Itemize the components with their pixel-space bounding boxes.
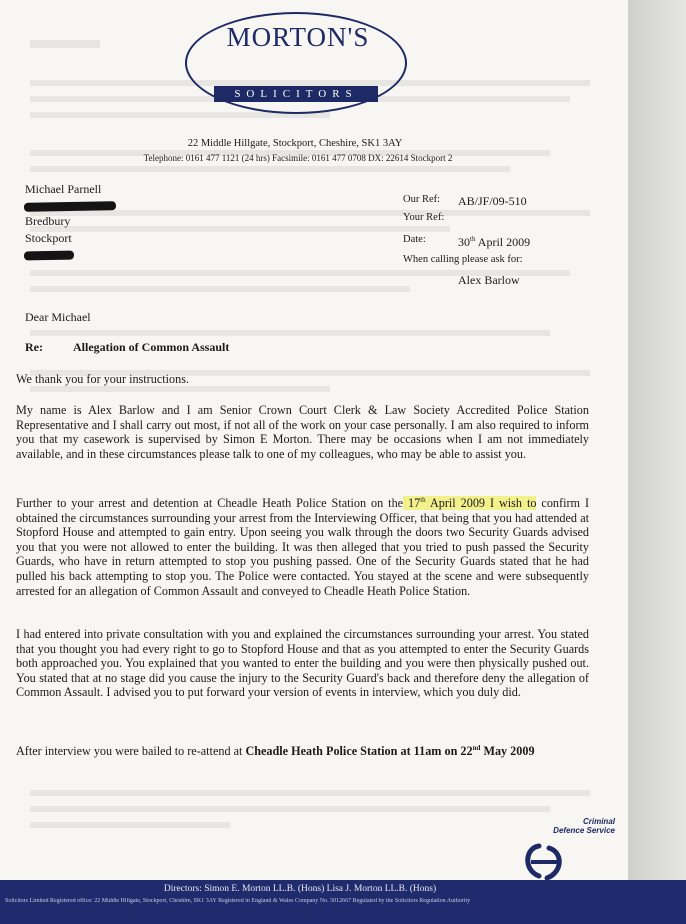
redacted-street [24,201,116,212]
firm-logo-name: MORTON'S [226,22,370,52]
recipient-name: Michael Parnell [25,182,102,196]
footer-directors: Directors: Simon E. Morton LL.B. (Hons) Lisa J. Morton LL.B. (Hons) [163,884,437,894]
date-label: Date: [403,234,426,245]
recipient-town: Bredbury [25,214,71,228]
re-subject: Allegation of Common Assault [73,340,230,354]
letter-date: 30th April 2009 [458,235,531,249]
redacted-postcode [24,251,74,261]
our-ref-value: AB/JF/09-510 [458,194,527,208]
scan-margin [628,0,686,924]
footer-registration: Solicitors Limited Registered office: 22 Middle Hillgate, Stockport, Cheshire, SK1 3AY Registered in England & Wales Company No. 5012667 Regulated by the Solicitors Regulation Authority [5,898,471,904]
our-ref-label: Our Ref: [403,194,441,205]
recipient-city: Stockport [25,231,72,245]
ask-for-name: Alex Barlow [458,273,520,287]
ask-for-label: When calling please ask for: [403,254,523,265]
firm-address: 22 Middle Hillgate, Stockport, Cheshire, SK1 3AY [187,138,403,149]
paragraph-consultation: I had entered into private consultation with you and explained the circumstances surrounding your arrest. You stated that you thought you had every right to go to Stopford House and that as you attempted to enter the Security Guards both approached you. You explained that you wanted to enter the building and you were then physically pushed out. You stated that at no stage did you cause the injury to the Security Guard's back and therefore deny the allegation of Common Assault. I advised you to put forward your version of events in interview, which you duly did. [16,627,589,700]
subject-line [25,340,230,355]
your-ref-label: Your Ref: [403,212,445,223]
cds-label: Criminal Defence Service [553,817,615,835]
highlighted-date: 17th April 2009 I wish to [403,495,537,510]
paragraph-introduction: My name is Alex Barlow and I am Senior Crown Court Clerk & Law Society Accredited Police Station Representative and I shall carry out most, if not all of the work on your case personally. I am also required to inform you that my casework is supervised by Simon E Morton. There may be occasions when I am not immediately available, and in these circumstances please talk to one of my colleagues, who may be able to assist you. [16,403,589,461]
paragraph-bail: After interview you were bailed to re-attend at Cheadle Heath Police Station at 11am on 22nd May 2009 [16,743,535,758]
criminal-defence-service-logo-icon [519,842,569,882]
paragraph-thanks: We thank you for your instructions. [16,372,189,386]
firm-contact-details: Telephone: 0161 477 1121 (24 hrs) Facsimile: 0161 477 0708 DX: 22614 Stockport 2 [143,153,453,163]
re-label: Re: [25,340,43,354]
firm-logo-tagline: SOLICITORS [214,86,378,102]
paragraph-arrest-details: Further to your arrest and detention at Cheadle Heath Police Station on the 17th April 2009 I wish to confirm I obtained the circumstances surrounding your arrest from the Interviewing Officer, that being that you had attended at Stopford House and attempted to gain entry. Upon seeing you walk through the doors two Security Guards advised you that you were not allowed to enter the building. It was then alleged that you tried to push passed the Security Guards, who have in return attempted to stop you pushing passed. One of the Security Guards stated that he had pulled his back attempting to stop you. The Police were contacted. You stayed at the scene and were subsequently arrested for an allegation of Common Assault and conveyed to Cheadle Heath Police Station. [16,495,590,598]
salutation: Dear Michael [25,310,91,324]
